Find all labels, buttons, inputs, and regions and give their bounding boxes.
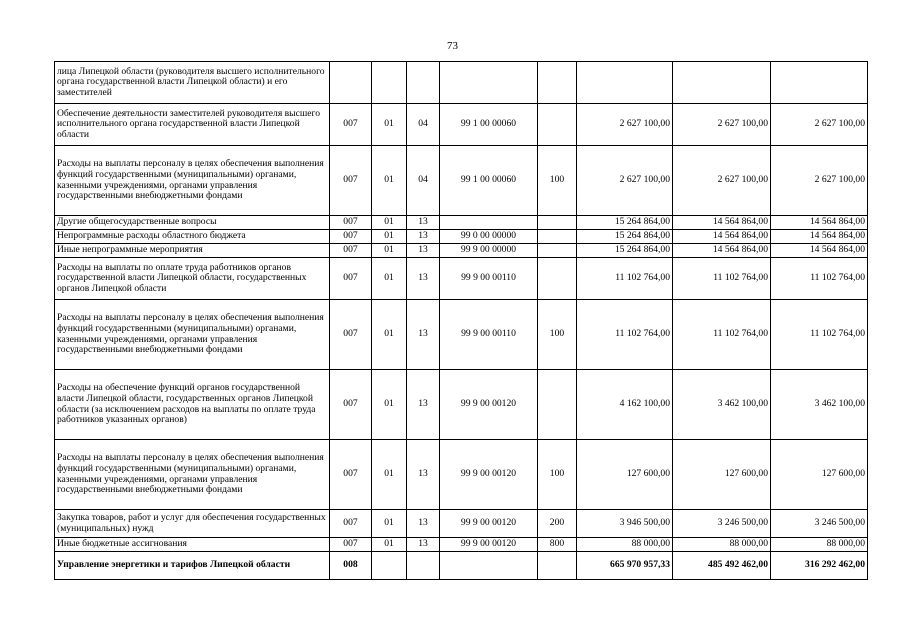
cell-name: Иные непрограммные мероприятия	[55, 244, 330, 258]
cell-name: Расходы на выплаты персоналу в целях обеспечения выполнения функций государственными (муниципальными) органами, казенными учреждениями, органами управления государственными внебюджетными фондами	[55, 300, 330, 370]
cell-sum-year-2: 2 627 100,00	[673, 104, 771, 146]
table-row	[55, 552, 868, 580]
cell-sum-year-2: 127 600,00	[673, 440, 771, 510]
cell-subsection: 13	[407, 538, 440, 552]
cell-subsection: 13	[407, 244, 440, 258]
cell-section: 01	[372, 104, 407, 146]
cell-sum-year-2	[673, 62, 771, 104]
cell-sum-year-2: 3 246 500,00	[673, 510, 771, 538]
cell-sum-year-3: 88 000,00	[771, 538, 868, 552]
cell-target-article: 99 0 00 00000	[440, 230, 538, 244]
cell-section: 01	[372, 230, 407, 244]
cell-sum-year-1: 88 000,00	[577, 538, 673, 552]
cell-target-article	[440, 62, 538, 104]
cell-sum-year-2: 14 564 864,00	[673, 230, 771, 244]
cell-name: Другие общегосударственные вопросы	[55, 216, 330, 230]
cell-sum-year-1	[577, 62, 673, 104]
cell-subsection	[407, 62, 440, 104]
cell-sum-year-2: 3 462 100,00	[673, 370, 771, 440]
cell-sum-year-3: 14 564 864,00	[771, 216, 868, 230]
table-row	[55, 230, 868, 244]
cell-target-article: 99 9 00 00120	[440, 440, 538, 510]
cell-sum-year-1: 11 102 764,00	[577, 258, 673, 300]
cell-ved: 007	[330, 258, 372, 300]
cell-target-article: 99 9 00 00110	[440, 258, 538, 300]
cell-sum-year-2: 14 564 864,00	[673, 244, 771, 258]
cell-sum-year-1: 665 970 957,33	[577, 552, 673, 580]
cell-expense-type: 100	[538, 300, 577, 370]
cell-target-article: 99 9 00 00120	[440, 538, 538, 552]
cell-expense-type	[538, 244, 577, 258]
cell-expense-type	[538, 370, 577, 440]
table-row	[55, 300, 868, 370]
cell-ved: 007	[330, 370, 372, 440]
cell-sum-year-3	[771, 62, 868, 104]
cell-target-article: 99 9 00 00120	[440, 370, 538, 440]
cell-sum-year-1: 2 627 100,00	[577, 146, 673, 216]
table-row	[55, 440, 868, 510]
cell-sum-year-1: 11 102 764,00	[577, 300, 673, 370]
cell-name: Непрограммные расходы областного бюджета	[55, 230, 330, 244]
cell-target-article: 99 9 00 00120	[440, 510, 538, 538]
cell-section: 01	[372, 216, 407, 230]
cell-expense-type	[538, 104, 577, 146]
cell-subsection: 13	[407, 216, 440, 230]
cell-name: лица Липецкой области (руководителя высшего исполнительного органа государственной власти Липецкой области) и его заместителей	[55, 62, 330, 104]
cell-name: Расходы на выплаты по оплате труда работников органов государственной власти Липецкой области, государственных органов Липецкой области	[55, 258, 330, 300]
cell-target-article: 99 9 00 00000	[440, 244, 538, 258]
cell-ved: 007	[330, 510, 372, 538]
cell-expense-type: 200	[538, 510, 577, 538]
cell-target-article	[440, 216, 538, 230]
cell-expense-type: 100	[538, 440, 577, 510]
cell-name: Расходы на обеспечение функций органов государственной власти Липецкой области, государственных органов Липецкой области (за исключением расходов на выплаты по оплате труда работников указанных органов)	[55, 370, 330, 440]
cell-subsection: 13	[407, 370, 440, 440]
cell-name: Закупка товаров, работ и услуг для обеспечения государственных (муниципальных) нужд	[55, 510, 330, 538]
table-row	[55, 146, 868, 216]
table-row	[55, 258, 868, 300]
cell-sum-year-1: 15 264 864,00	[577, 216, 673, 230]
cell-sum-year-3: 14 564 864,00	[771, 244, 868, 258]
cell-sum-year-3: 11 102 764,00	[771, 258, 868, 300]
cell-sum-year-1: 15 264 864,00	[577, 230, 673, 244]
table-row	[55, 216, 868, 230]
cell-target-article: 99 9 00 00110	[440, 300, 538, 370]
cell-section: 01	[372, 538, 407, 552]
cell-ved: 007	[330, 300, 372, 370]
cell-expense-type: 100	[538, 146, 577, 216]
cell-sum-year-1: 3 946 500,00	[577, 510, 673, 538]
cell-name: Управление энергетики и тарифов Липецкой области	[55, 552, 330, 580]
cell-section	[372, 62, 407, 104]
cell-ved: 007	[330, 104, 372, 146]
cell-sum-year-3: 14 564 864,00	[771, 230, 868, 244]
cell-ved: 008	[330, 552, 372, 580]
cell-sum-year-1: 2 627 100,00	[577, 104, 673, 146]
cell-sum-year-2: 485 492 462,00	[673, 552, 771, 580]
cell-sum-year-1: 127 600,00	[577, 440, 673, 510]
cell-section: 01	[372, 300, 407, 370]
cell-sum-year-2: 14 564 864,00	[673, 216, 771, 230]
cell-target-article: 99 1 00 00060	[440, 146, 538, 216]
cell-name: Иные бюджетные ассигнования	[55, 538, 330, 552]
cell-section: 01	[372, 440, 407, 510]
cell-name: Расходы на выплаты персоналу в целях обеспечения выполнения функций государственными (муниципальными) органами, казенными учреждениями, органами управления государственными внебюджетными фондами	[55, 440, 330, 510]
table-row	[55, 62, 868, 104]
cell-ved: 007	[330, 230, 372, 244]
cell-subsection: 13	[407, 300, 440, 370]
cell-section	[372, 552, 407, 580]
table-row	[55, 244, 868, 258]
cell-sum-year-3: 2 627 100,00	[771, 104, 868, 146]
cell-ved: 007	[330, 146, 372, 216]
cell-subsection: 13	[407, 510, 440, 538]
cell-sum-year-3: 127 600,00	[771, 440, 868, 510]
cell-ved: 007	[330, 440, 372, 510]
cell-section: 01	[372, 258, 407, 300]
cell-subsection: 04	[407, 146, 440, 216]
cell-ved	[330, 62, 372, 104]
cell-sum-year-1: 15 264 864,00	[577, 244, 673, 258]
page-number: 73	[447, 40, 458, 52]
cell-subsection: 13	[407, 258, 440, 300]
cell-ved: 007	[330, 538, 372, 552]
cell-sum-year-3: 11 102 764,00	[771, 300, 868, 370]
cell-target-article	[440, 552, 538, 580]
cell-subsection: 13	[407, 440, 440, 510]
cell-section: 01	[372, 370, 407, 440]
cell-expense-type	[538, 552, 577, 580]
cell-sum-year-3: 3 462 100,00	[771, 370, 868, 440]
cell-sum-year-1: 4 162 100,00	[577, 370, 673, 440]
table-row	[55, 510, 868, 538]
budget-table-body	[55, 62, 868, 580]
budget-table	[54, 61, 868, 580]
cell-subsection: 04	[407, 104, 440, 146]
cell-subsection: 13	[407, 230, 440, 244]
cell-target-article: 99 1 00 00060	[440, 104, 538, 146]
cell-sum-year-3: 3 246 500,00	[771, 510, 868, 538]
cell-section: 01	[372, 244, 407, 258]
cell-sum-year-2: 88 000,00	[673, 538, 771, 552]
cell-expense-type	[538, 230, 577, 244]
cell-ved: 007	[330, 244, 372, 258]
cell-expense-type	[538, 258, 577, 300]
cell-sum-year-2: 2 627 100,00	[673, 146, 771, 216]
table-row	[55, 104, 868, 146]
cell-section: 01	[372, 146, 407, 216]
cell-expense-type	[538, 216, 577, 230]
cell-sum-year-2: 11 102 764,00	[673, 258, 771, 300]
cell-section: 01	[372, 510, 407, 538]
cell-ved: 007	[330, 216, 372, 230]
cell-name: Расходы на выплаты персоналу в целях обеспечения выполнения функций государственными (муниципальными) органами, казенными учреждениями, органами управления государственными внебюджетными фондами	[55, 146, 330, 216]
table-row	[55, 538, 868, 552]
cell-sum-year-3: 316 292 462,00	[771, 552, 868, 580]
cell-sum-year-3: 2 627 100,00	[771, 146, 868, 216]
cell-sum-year-2: 11 102 764,00	[673, 300, 771, 370]
cell-name: Обеспечение деятельности заместителей руководителя высшего исполнительного органа государственной власти Липецкой области	[55, 104, 330, 146]
cell-subsection	[407, 552, 440, 580]
cell-expense-type	[538, 62, 577, 104]
cell-expense-type: 800	[538, 538, 577, 552]
table-row	[55, 370, 868, 440]
